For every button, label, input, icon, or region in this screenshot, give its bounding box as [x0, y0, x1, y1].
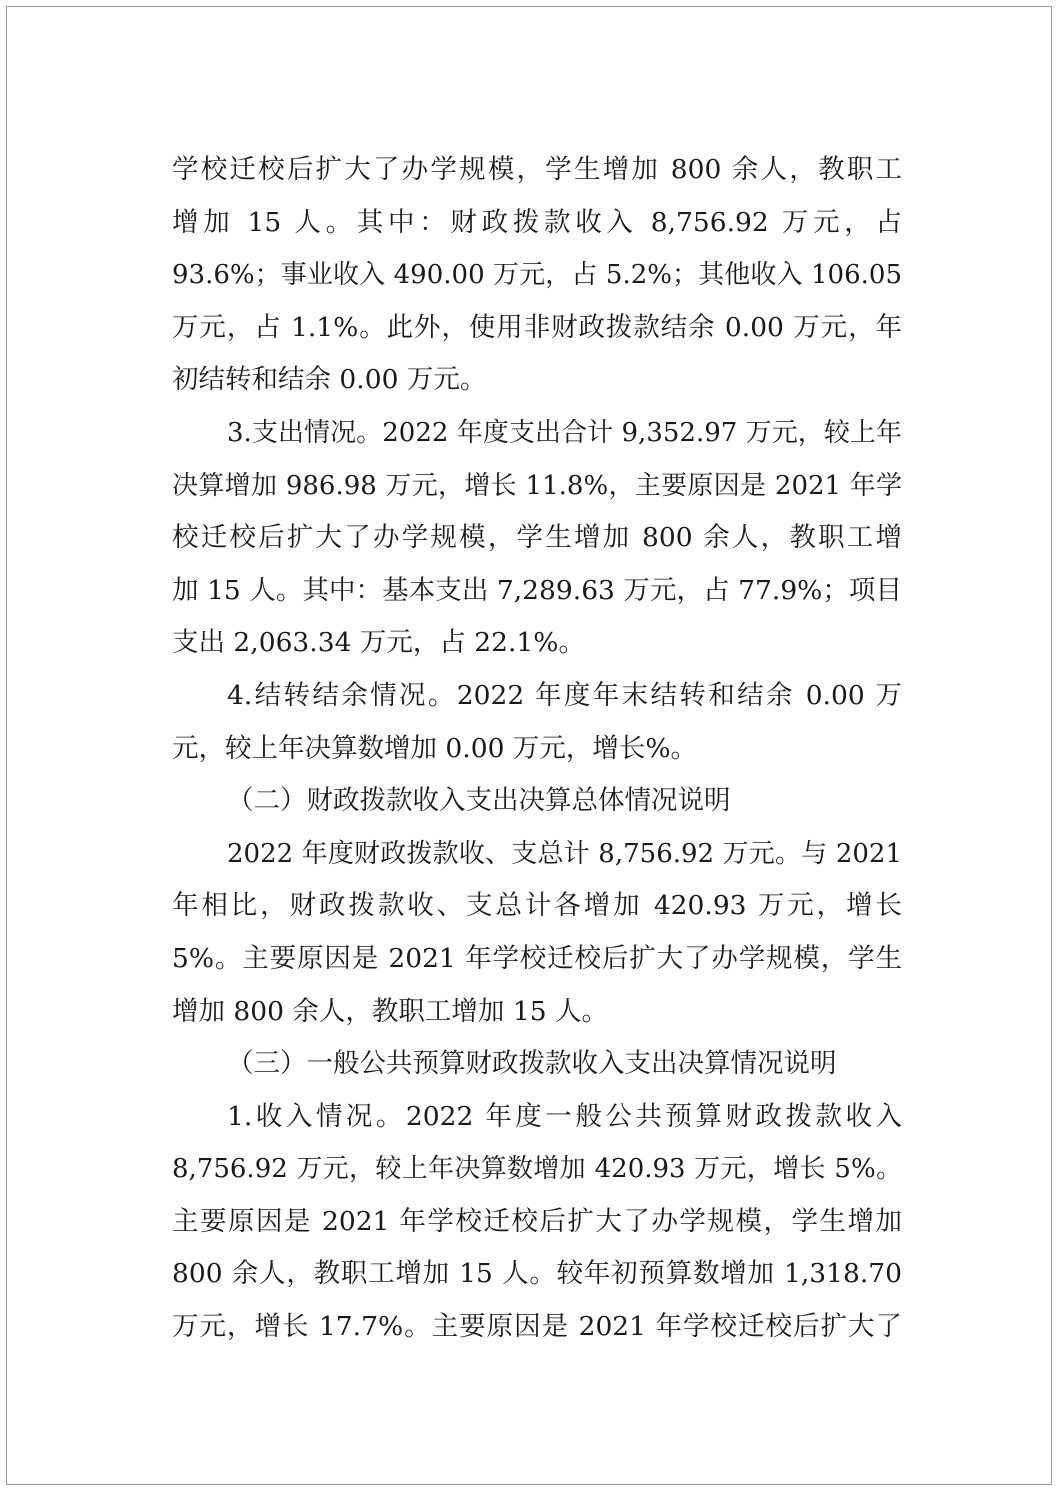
section-heading-3: （三）一般公共预算财政拨款收入支出决算情况说明 [227, 1048, 837, 1080]
text-line: 主要原因是 2021 年学校迁校后扩大了办学规模，学生增加 [172, 1205, 902, 1237]
text-line: 8,756.92 万元，较上年决算数增加 420.93 万元，增长 5%。 [172, 1154, 902, 1185]
text-line: 年相比，财政拨款收、支总计各增加 420.93 万元，增长 [172, 890, 902, 922]
text-line: 万元，占 1.1%。此外，使用非财政拨款结余 0.00 万元，年 [172, 311, 902, 343]
paragraph-start-income: 1.收入情况。2022 年度一般公共预算财政拨款收入 [227, 1100, 902, 1132]
text-line: 学校迁校后扩大了办学规模，学生增加 800 余人，教职工 [172, 154, 902, 185]
document-page [6, 6, 1052, 1485]
text-line: 增加 800 余人，教职工增加 15 人。 [172, 995, 608, 1027]
paragraph-start-fiscal-total: 2022 年度财政拨款收、支总计 8,756.92 万元。与 2021 [227, 838, 902, 869]
document-body [172, 144, 902, 1354]
text-line: 决算增加 986.98 万元，增长 11.8%，主要原因是 2021 年学 [172, 470, 902, 501]
text-line: 93.6%；事业收入 490.00 万元，占 5.2%；其他收入 106.05 [172, 260, 902, 291]
text-line: 加 15 人。其中：基本支出 7,289.63 万元，占 77.9%；项目 [172, 574, 902, 606]
section-heading-2: （二）财政拨款收入支出决算总体情况说明 [227, 785, 731, 817]
text-line: 800 余人，教职工增加 15 人。较年初预算数增加 1,318.70 [172, 1258, 902, 1290]
paragraph-start-expenditure: 3.支出情况。2022 年度支出合计 9,352.97 万元，较上年 [227, 417, 902, 448]
text-line: 万元，增长 17.7%。主要原因是 2021 年学校迁校后扩大了 [172, 1311, 902, 1343]
text-line: 支出 2,063.34 万元，占 22.1%。 [172, 627, 585, 659]
text-line: 5%。主要原因是 2021 年学校迁校后扩大了办学规模，学生 [172, 942, 902, 974]
text-line: 元，较上年决算数增加 0.00 万元，增长%。 [172, 732, 698, 764]
text-line: 校迁校后扩大了办学规模，学生增加 800 余人，教职工增 [172, 522, 902, 554]
text-line: 增加 15 人。其中：财政拨款收入 8,756.92 万元，占 [172, 206, 902, 238]
paragraph-start-carryover: 4.结转结余情况。2022 年度年末结转和结余 0.00 万 [227, 679, 902, 711]
text-line: 初结转和结余 0.00 万元。 [172, 364, 487, 396]
